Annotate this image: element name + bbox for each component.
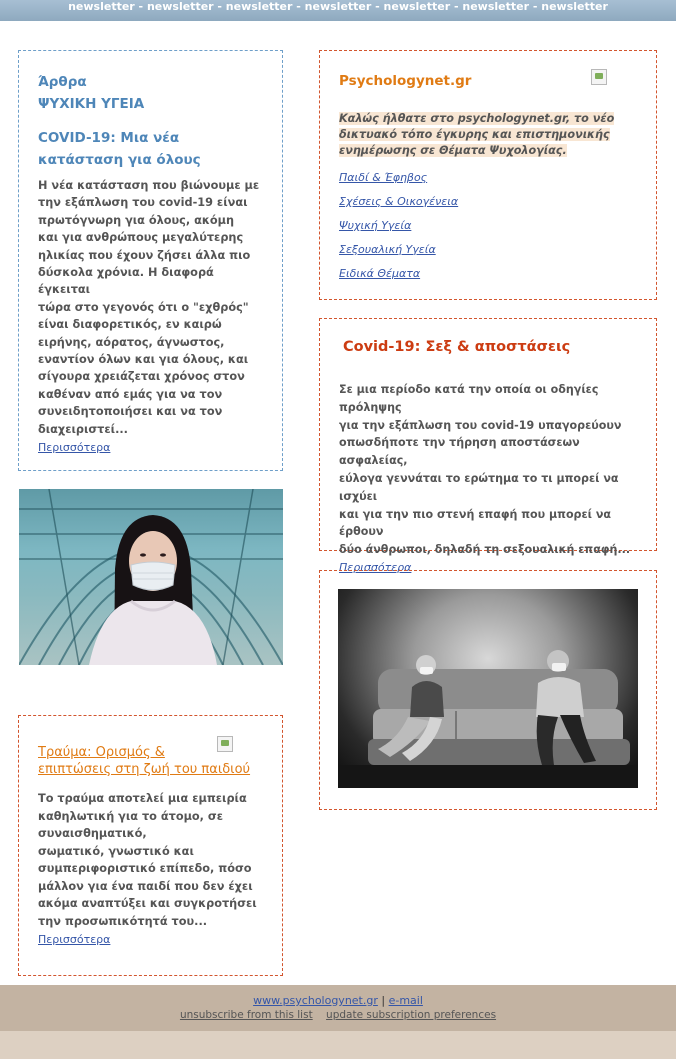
intro-line: δικτυακό τόπο έγκυρης και επιστημονικής (339, 128, 610, 141)
excerpt-line: συνειδητοποιήσει και να τον (38, 405, 223, 419)
covid-sex-excerpt (339, 381, 637, 559)
excerpt-line: συναισθηματικό, (38, 827, 147, 840)
couple-photo-box (319, 570, 657, 810)
excerpt-line: και για την πιο στενή επαφή που μπορεί να έρθουν (339, 507, 612, 539)
website-link[interactable]: www.psychologynet.gr (253, 994, 378, 1007)
footer-separator: | (381, 994, 386, 1007)
photo-illustration (338, 589, 638, 788)
woman-mask-photo[interactable] (19, 489, 283, 665)
excerpt-line: ειρήνης, αόρατος, άγνωστος, (38, 335, 225, 349)
top-banner (0, 0, 676, 21)
footer (0, 985, 676, 1031)
covid-article-title[interactable]: COVID-19: Μια νέα κατάσταση για όλους (38, 130, 201, 168)
trauma-article-box (18, 715, 283, 976)
link-relationships-family[interactable]: Σχέσεις & Οικογένεια (339, 195, 459, 208)
photo-illustration (19, 489, 283, 665)
couple-mask-photo[interactable] (338, 589, 638, 788)
excerpt-line: Η νέα κατάσταση που βιώνουμε με (38, 179, 260, 192)
covid-article-more-link[interactable]: Περισσότερα (38, 441, 111, 455)
psychologynet-title: Psychologynet.gr (339, 73, 472, 89)
link-child-adolescent[interactable]: Παιδί & Έφηβος (339, 171, 428, 184)
covid-sex-title[interactable]: Covid-19: Σεξ & αποστάσεις (343, 339, 571, 355)
excerpt-line: εναντίον όλων και για όλους, και (38, 353, 249, 367)
articles-heading-title: Άρθρα (38, 74, 87, 90)
top-banner-text: newsletter - newsletter - newsletter - newsletter - newsletter - newsletter - newsletter (68, 0, 608, 13)
excerpt-line: μάλλον για ένα παιδί που δεν έχει (38, 879, 253, 893)
excerpt-line: ακόμα αναπτύξει και συγκροτήσει (38, 897, 257, 910)
broken-image-icon (591, 69, 607, 85)
update-preferences-link[interactable]: update subscription preferences (326, 1009, 497, 1021)
excerpt-line: δύο άνθρωποι, δηλαδή τη σεξουαλική επαφή... (339, 543, 631, 557)
excerpt-line: δύσκολα χρόνια. Η διαφορά έγκειται (38, 266, 214, 297)
excerpt-line: είναι διαφορετικός, εν καιρώ (38, 318, 222, 332)
excerpt-line: ηλικίας που έχουν ζήσει άλλα πιο (38, 248, 251, 262)
trauma-title-line: Τραύμα: Ορισμός & (38, 745, 165, 760)
link-special-topics[interactable]: Ειδικά Θέματα (339, 267, 421, 280)
excerpt-line: καθέναν από εμάς για να τον (38, 387, 223, 401)
excerpt-line: καθηλωτική για το άτομο, σε (38, 809, 223, 823)
excerpt-line: την προσωπικότητά του... (38, 914, 208, 928)
link-sexual-health[interactable]: Σεξουαλική Υγεία (339, 243, 436, 256)
covid-sex-more-link[interactable]: Περισσότερα (339, 560, 412, 574)
excerpt-line: τώρα στο γεγονός ότι ο "εχθρός" (38, 300, 249, 314)
newsletter-body (0, 21, 676, 985)
excerpt-line: διαχειριστεί... (38, 422, 128, 436)
psychologynet-intro (339, 111, 637, 159)
intro-line: ενημέρωσης σε Θέματα Ψυχολογίας. (339, 144, 567, 157)
excerpt-line: σίγουρα χρειάζεται χρόνος στον (38, 370, 245, 384)
excerpt-line: σωματικό, γνωστικό και (38, 844, 194, 858)
intro-line: Καλώς ήλθατε στο psychologynet.gr, το νέο (339, 112, 615, 125)
covid-sex-article-box (319, 318, 657, 574)
excerpt-line: για την εξάπλωση του covid-19 υπαγορεύουν (339, 418, 622, 432)
trauma-title-line: επιπτώσεις στη ζωή του παιδιού (38, 762, 251, 777)
excerpt-line: εύλογα γεννάται το ερώτημα το τι μπορεί να ισχύει (339, 471, 619, 503)
articles-heading-subtitle: ΨΥΧΙΚΗ ΥΓΕΙΑ (38, 96, 145, 112)
email-link[interactable]: e-mail (388, 994, 423, 1007)
articles-heading (38, 71, 263, 115)
category-links (339, 165, 637, 285)
excerpt-line: Το τραύμα αποτελεί μια εμπειρία (38, 792, 247, 805)
broken-image-icon (217, 736, 233, 752)
excerpt-line: πρωτόγνωρη για όλους, ακόμη (38, 213, 234, 227)
unsubscribe-link[interactable]: unsubscribe from this list (179, 1009, 313, 1021)
covid-article-excerpt (38, 177, 263, 438)
excerpt-line: Σε μια περίοδο κατά την οποία οι οδηγίες πρόληψης (339, 383, 599, 414)
excerpt-line: συμπεριφοριστικό επίπεδο, πόσο (38, 862, 252, 875)
trauma-article-more-link[interactable]: Περισσότερα (38, 933, 111, 946)
excerpt-line: οπωσδήποτε την τήρηση αποστάσεων ασφαλείας, (339, 436, 580, 468)
articles-box (18, 50, 283, 471)
psychologynet-box (319, 50, 657, 300)
excerpt-line: την εξάπλωση του covid-19 είναι (38, 196, 248, 210)
link-mental-health[interactable]: Ψυχική Υγεία (339, 219, 412, 232)
excerpt-line: και για ανθρώπους μεγαλύτερης (38, 231, 244, 245)
trauma-article-excerpt (38, 790, 263, 930)
